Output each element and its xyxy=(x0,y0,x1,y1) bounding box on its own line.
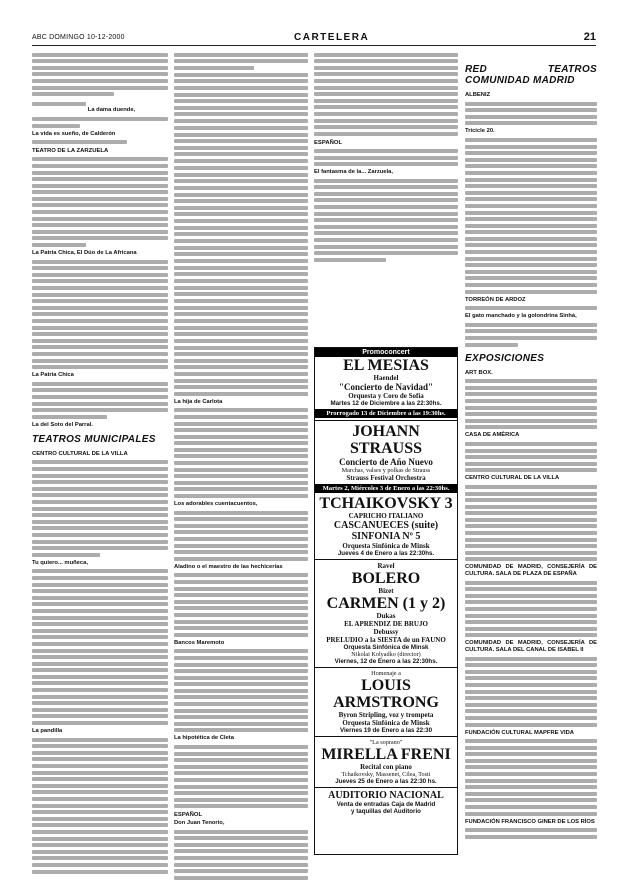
text-block xyxy=(174,511,308,561)
concert-subtitle: Byron Stripling, voz y trompeta xyxy=(338,711,434,719)
text-block xyxy=(32,460,168,556)
concert-program: PRELUDIO a la SIESTA de un FAUNO xyxy=(326,636,446,644)
performer: Orquesta Sinfónica de Minsk xyxy=(342,542,430,550)
play-title: Los adorables cuentacuentos, xyxy=(174,501,258,508)
play-title: La Patria Chica, xyxy=(32,250,76,257)
text-block xyxy=(32,569,168,725)
text-block xyxy=(174,326,308,396)
composer: Bizet xyxy=(378,587,394,595)
text-block xyxy=(314,53,458,136)
text-block xyxy=(174,649,308,732)
listing-entry xyxy=(174,640,308,647)
ticket-info: y taquillas del Auditorio xyxy=(351,808,421,815)
concert-title: EL MESIAS xyxy=(343,357,429,374)
text-block xyxy=(32,260,168,370)
listing-entry xyxy=(465,432,597,439)
text-block xyxy=(174,73,308,117)
section-name: CARTELERA xyxy=(294,32,370,43)
performer: Strauss Festival Orchestra xyxy=(346,474,426,482)
concert-subtitle: "Concierto de Navidad" xyxy=(339,382,433,392)
listing-entry xyxy=(465,819,597,826)
text-block xyxy=(465,306,597,310)
text-block xyxy=(314,149,458,166)
section-title: TEATROS MUNICIPALES xyxy=(32,434,156,446)
play-title: La vida es sueño, de Calderón xyxy=(32,130,116,137)
play-title: La pandilla xyxy=(32,728,63,735)
text-block xyxy=(174,159,308,189)
play-title: La Patria Chica xyxy=(32,372,74,379)
concert-program: Marchas, valses y polkas de Strauss xyxy=(341,467,431,474)
listing-entry xyxy=(465,475,597,482)
play-title: Tu quiero... muñeca, xyxy=(32,559,88,566)
conductor: Nikolai Kolyadko (director) xyxy=(351,651,421,658)
text-block xyxy=(465,485,597,562)
concert-date: Viernes, 12 de Enero a las 22:30hs. xyxy=(334,658,438,665)
promoter-name: Promoconcert xyxy=(315,348,457,357)
listing-entry xyxy=(174,501,308,508)
composer: Dukas xyxy=(376,612,396,620)
column-1 xyxy=(32,50,168,877)
composer: Ravel xyxy=(377,562,395,570)
listing-entry xyxy=(32,99,168,114)
text-block xyxy=(32,117,168,128)
venue-name: CASA DE AMÉRICA xyxy=(465,432,520,439)
listing-entry xyxy=(174,820,308,827)
page-number: 21 xyxy=(583,31,596,43)
text-block xyxy=(32,157,168,247)
listing-entry xyxy=(465,370,597,377)
text-block xyxy=(174,193,308,237)
ticket-info: Venta de entradas Caja de Madrid xyxy=(336,801,436,808)
text-block xyxy=(465,442,597,472)
text-block xyxy=(174,53,308,70)
listing-entry xyxy=(32,372,168,379)
concert-date: Jueves 4 de Enero a las 22:30hs. xyxy=(337,550,435,557)
listing-entry xyxy=(32,250,168,257)
composer: Debussy xyxy=(373,628,399,636)
text-block xyxy=(465,657,597,727)
column-2 xyxy=(174,50,308,883)
venue-name: TEATRO DE LA ZARZUELA xyxy=(32,148,109,155)
venue-name: FUNDACIÓN FRANCISCO GINER DE LOS RÍOS xyxy=(465,818,595,825)
listing-entry xyxy=(174,399,308,406)
text-block xyxy=(174,745,308,808)
listing-entry xyxy=(465,730,597,737)
venue-name: TORREÓN DE ARDOZ xyxy=(465,296,526,303)
text-block xyxy=(174,573,308,636)
venue-name: ESPAÑOL xyxy=(174,812,203,819)
venue-name: ART BOX. xyxy=(465,369,493,376)
play-title: Aladino o el maestro de las hechicerías xyxy=(174,563,283,570)
column-4 xyxy=(465,50,597,842)
listing-entry xyxy=(465,313,597,320)
listing-entry xyxy=(314,169,458,176)
text-block xyxy=(465,581,597,638)
text-block xyxy=(465,323,597,347)
text-block xyxy=(465,379,597,429)
venue-name: COMUNIDAD DE MADRID, CONSEJERÍA DE CULTURA. SALA DEL CANAL DE ISABEL II xyxy=(465,640,597,653)
concert-title: CARMEN (1 y 2) xyxy=(326,595,446,612)
text-block xyxy=(32,140,168,144)
concert-subtitle: Recital con piano xyxy=(360,763,412,771)
concert-advertisement xyxy=(314,347,458,855)
text-block xyxy=(32,382,168,419)
play-title: Tricicle 20. xyxy=(465,128,495,135)
play-title: La hija de Carlota xyxy=(174,398,223,405)
page-header xyxy=(32,33,596,46)
play-title: El gato manchado y la golondrina Sinhá, xyxy=(465,313,577,320)
play-title: La del Soto del Parral. xyxy=(32,421,93,428)
text-block xyxy=(465,102,597,126)
text-block xyxy=(32,738,168,874)
text-block xyxy=(174,239,308,276)
concert-title: BOLERO xyxy=(351,570,421,587)
listing-entry xyxy=(174,564,308,571)
venue-name: CENTRO CULTURAL DE LA VILLA xyxy=(465,475,560,482)
listing-entry xyxy=(465,92,597,99)
venue-name: ESPAÑOL xyxy=(314,139,343,146)
concert-program: CASCANUECES (suite) xyxy=(333,520,439,531)
concert-date: Martes 2, Miércoles 3 de Enero a las 22:30hs. xyxy=(315,484,457,493)
listing-entry xyxy=(32,560,168,567)
venue-name: FUNDACIÓN CULTURAL MAPFRE VIDA xyxy=(465,729,574,736)
text-block xyxy=(465,828,597,839)
soprano-label: "La soprano" xyxy=(369,739,403,746)
concert-program: CAPRICHO ITALIANO xyxy=(348,512,424,520)
concert-program: Tchaikovsky, Massenet, Cilea, Tosti xyxy=(341,771,431,778)
concert-title: JOHANN STRAUSS xyxy=(349,423,423,457)
composer: Haendel xyxy=(373,374,399,382)
text-block xyxy=(174,279,308,323)
listing-entry xyxy=(32,422,168,429)
listing-entry xyxy=(465,640,597,653)
section-title: EXPOSICIONES xyxy=(465,352,545,364)
play-title: La hipotética de Cleta xyxy=(174,735,234,742)
concert-subtitle: Concierto de Año Nuevo xyxy=(339,457,433,467)
performer: Orquesta Sinfónica de Minsk xyxy=(342,719,430,727)
extended-date: Prorrogado 13 de Diciembre a las 19:30hs. xyxy=(315,409,457,418)
concert-title: TCHAIKOVSKY 3 xyxy=(319,495,453,512)
text-block xyxy=(465,138,597,294)
concert-program: EL APRENDIZ DE BRUJO xyxy=(344,620,428,628)
listing-entry xyxy=(465,564,597,577)
text-block xyxy=(174,408,308,498)
concert-program: SINFONIA Nº 5 xyxy=(351,531,421,542)
column-3 xyxy=(314,50,458,340)
listing-entry xyxy=(465,128,597,135)
concert-title: MIRELLA FRENI xyxy=(321,746,451,763)
listing-entry xyxy=(32,728,168,735)
venue-name: CENTRO CULTURAL DE LA VILLA xyxy=(32,451,128,458)
listing-entry xyxy=(465,297,597,304)
performer: Orquesta Sinfónica de Minsk xyxy=(343,644,429,651)
listing-entry xyxy=(174,735,308,742)
concert-date: Jueves 25 de Enero a las 22:30 hs. xyxy=(335,778,437,785)
issue-date: ABC DOMINGO 10-12-2000 xyxy=(32,34,125,41)
venue-name: ALBENIZ xyxy=(465,92,491,98)
performer: Orquesta y Coro de Sofía xyxy=(348,392,424,400)
venue-name: AUDITORIO NACIONAL xyxy=(328,790,444,801)
text-block xyxy=(465,739,597,816)
text-block xyxy=(174,119,308,156)
concert-date: Viernes 19 de Enero a las 22:30 xyxy=(339,727,433,734)
listing-entry xyxy=(32,131,168,138)
venue-name: COMUNIDAD DE MADRID, CONSEJERÍA DE CULTURA. SALA DE PLAZA DE ESPAÑA xyxy=(465,564,597,578)
text-block xyxy=(174,830,308,880)
tribute-label: Homenaje a xyxy=(371,670,401,677)
text-block xyxy=(314,179,458,262)
play-title: El Dúo de La Africana xyxy=(76,250,137,257)
play-title: La dama duende, xyxy=(87,107,136,114)
concert-title: LOUIS ARMSTRONG xyxy=(333,677,439,711)
play-title: Bancos Maremoto xyxy=(174,639,225,646)
play-title: El fantasma de la... Zarzuela, xyxy=(314,169,393,176)
concert-date: Martes 12 de Diciembre a las 22:30hs. xyxy=(330,400,442,407)
section-title: RED TEATROS COMUNIDAD MADRID xyxy=(465,64,597,86)
play-title: Don Juan Tenorio, xyxy=(174,819,225,826)
text-block xyxy=(32,53,168,97)
